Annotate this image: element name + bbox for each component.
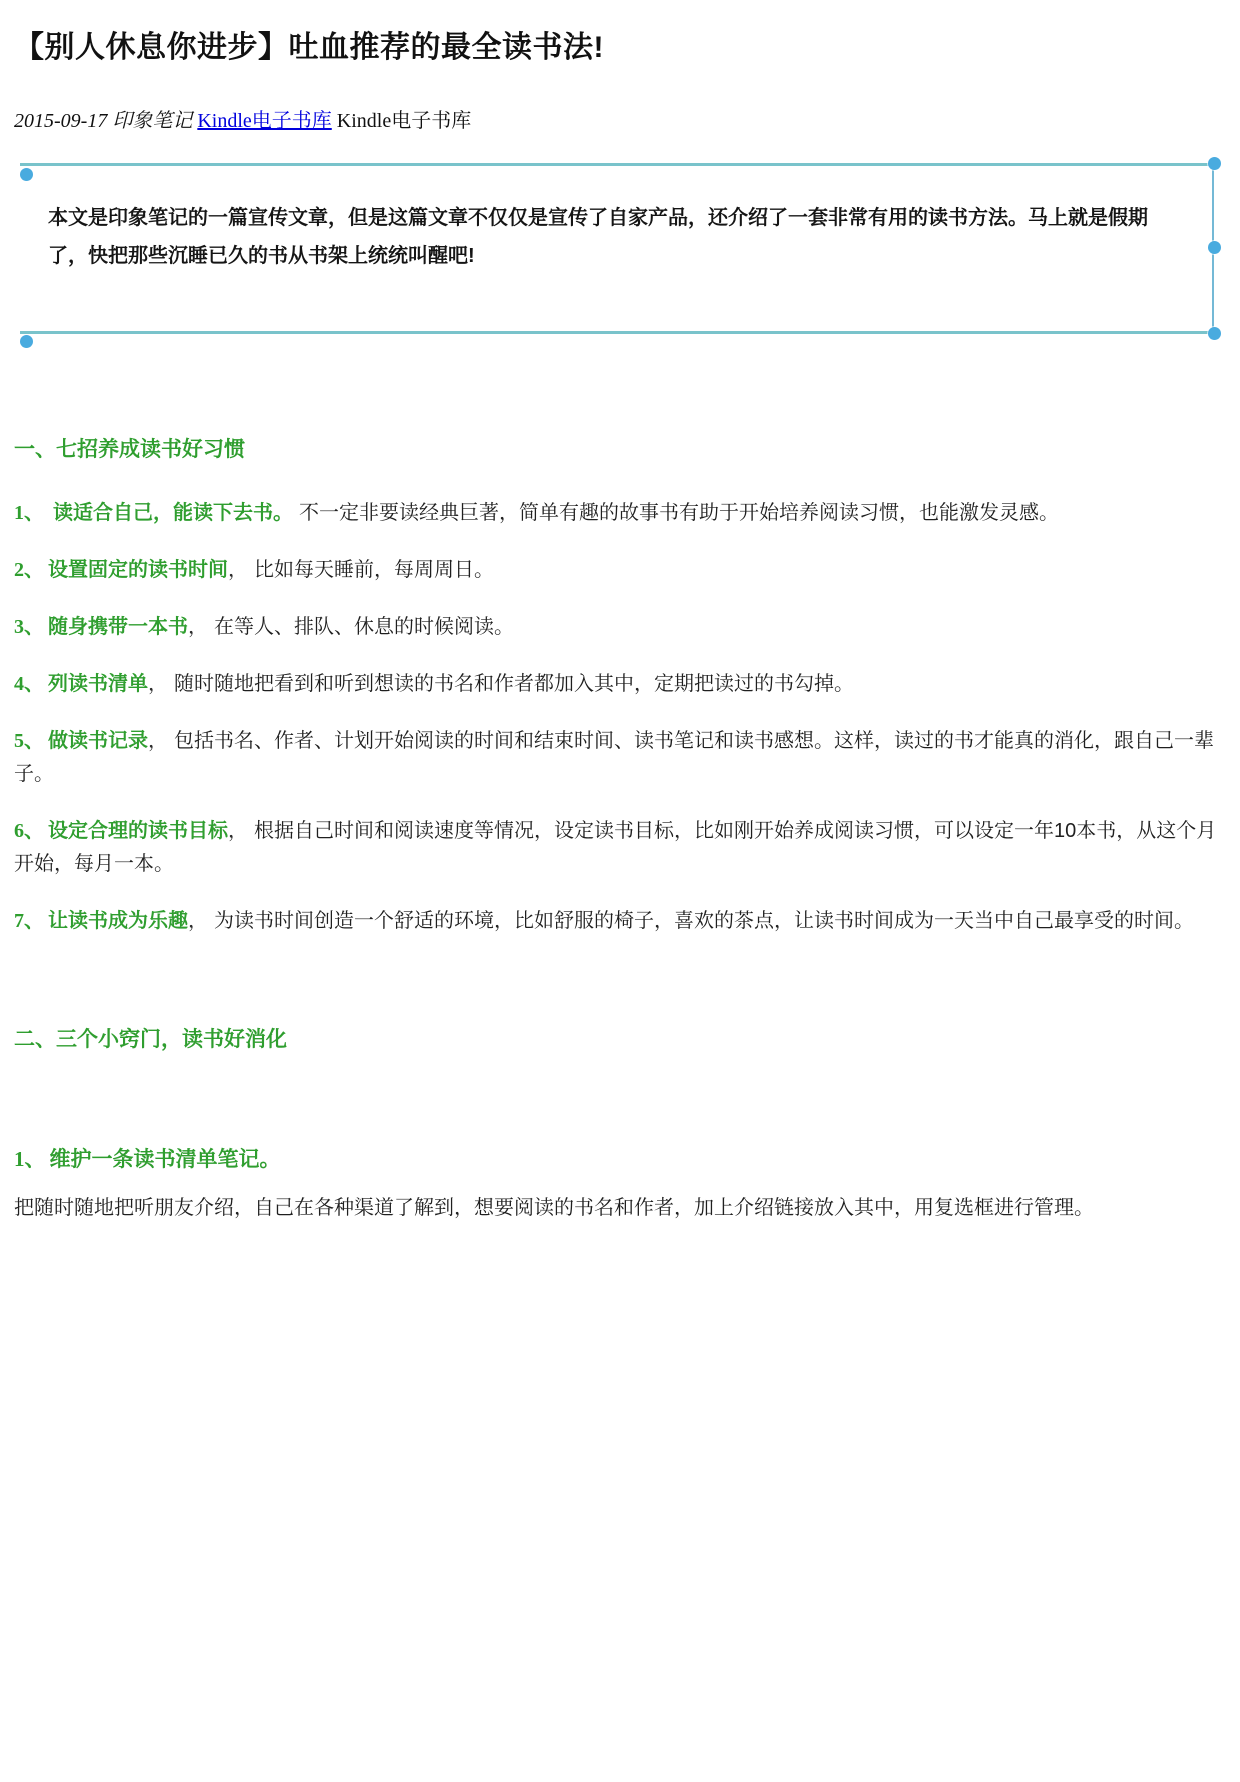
item-separator: ， — [148, 673, 168, 695]
item-body: 为读书时间创造一个舒适的环境，比如舒服的椅子，喜欢的茶点，让读书时间成为一天当中自己最享受的时间。 — [214, 910, 1194, 932]
item-lead: 读适合自己，能读下去书。 — [53, 502, 293, 524]
byline-suffix: Kindle电子书库 — [331, 110, 472, 132]
sub-heading-text: 维护一条读书清单笔记。 — [49, 1148, 281, 1171]
byline-date-author: 2015-09-17 印象笔记 — [14, 110, 198, 132]
item-number: 4、 — [14, 673, 44, 695]
sub-heading-number: 1、 — [14, 1147, 46, 1171]
item-lead: 设定合理的读书目标 — [48, 820, 228, 842]
resize-handle-bottom-left[interactable] — [20, 335, 33, 348]
list-item — [14, 668, 1226, 701]
item-number: 7、 — [14, 910, 44, 932]
item-separator: ， — [228, 559, 248, 581]
item-body: 包括书名、作者、计划开始阅读的时间和结束时间、读书笔记和读书感想。这样，读过的书才能真的消化，跟自己一辈子。 — [14, 730, 1214, 785]
resize-handle-bottom-right[interactable] — [1208, 327, 1221, 340]
item-body: 比如每天睡前，每周周日。 — [254, 559, 494, 581]
quote-text: 本文是印象笔记的一篇宣传文章，但是这篇文章不仅仅是宣传了自家产品，还介绍了一套非常有用的读书方法。马上就是假期了，快把那些沉睡已久的书从书架上统统叫醒吧! — [48, 207, 1148, 267]
section-heading-1: 一、七招养成读书好习惯 — [14, 438, 245, 461]
list-item — [14, 815, 1226, 881]
list-item — [14, 725, 1226, 791]
item-number: 1、 — [14, 502, 49, 524]
item-body: 随时随地把看到和听到想读的书名和作者都加入其中，定期把读过的书勾掉。 — [174, 673, 854, 695]
byline — [14, 108, 1226, 134]
item-separator: ， — [188, 910, 208, 932]
habit-list — [14, 497, 1226, 938]
list-item — [14, 611, 1226, 644]
list-item — [14, 554, 1226, 587]
item-body: 根据自己时间和阅读速度等情况，设定读书目标，比如刚开始养成阅读习惯，可以设定一年10本书，从这个月开始，每月一本。 — [14, 820, 1217, 875]
item-lead: 做读书记录 — [48, 730, 148, 752]
item-number: 3、 — [14, 616, 44, 638]
item-separator: ， — [188, 616, 208, 638]
item-separator: ， — [228, 820, 248, 842]
sub-heading — [14, 1146, 1226, 1173]
item-number: 6、 — [14, 820, 44, 842]
item-separator: ， — [148, 730, 168, 752]
item-lead: 设置固定的读书时间 — [48, 559, 228, 581]
item-number: 2、 — [14, 559, 44, 581]
source-link[interactable]: Kindle电子书库 — [197, 110, 332, 132]
list-item — [14, 905, 1226, 938]
body-paragraph: 把随时随地把听朋友介绍，自己在各种渠道了解到，想要阅读的书名和作者，加上介绍链接放入其中，用复选框进行管理。 — [14, 1197, 1094, 1219]
article-page — [0, 30, 1240, 1225]
list-item — [14, 497, 1226, 530]
item-body: 在等人、排队、休息的时候阅读。 — [214, 616, 514, 638]
quote-box — [20, 163, 1214, 334]
item-lead: 列读书清单 — [48, 673, 148, 695]
item-body: 不一定非要读经典巨著，简单有趣的故事书有助于开始培养阅读习惯，也能激发灵感。 — [299, 502, 1059, 524]
section-heading-2: 二、三个小窍门，读书好消化 — [14, 1028, 287, 1051]
item-lead: 随身携带一本书 — [48, 616, 188, 638]
resize-handle-top-right[interactable] — [1208, 157, 1221, 170]
page-title: 【别人休息你进步】吐血推荐的最全读书法! — [14, 31, 604, 64]
resize-handle-right-middle[interactable] — [1208, 241, 1221, 254]
item-number: 5、 — [14, 730, 44, 752]
item-lead: 让读书成为乐趣 — [48, 910, 188, 932]
resize-handle-top-left[interactable] — [20, 168, 33, 181]
